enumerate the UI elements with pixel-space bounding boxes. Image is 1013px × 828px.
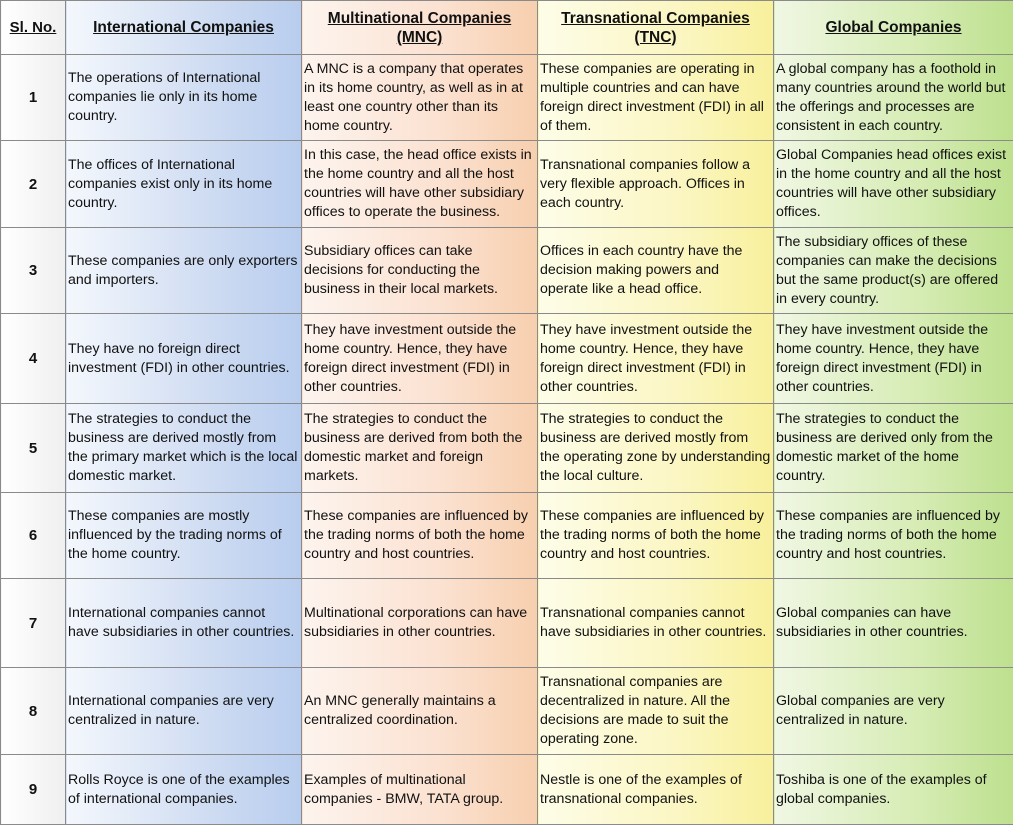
cell-tnc: Nestle is one of the examples of transnational companies. [538,755,774,825]
header-mnc: Multinational Companies (MNC) [302,1,538,55]
cell-mnc: The strategies to conduct the business are derived from both the domestic market and foreign markets. [302,404,538,493]
header-tnc: Transnational Companies (TNC) [538,1,774,55]
header-sl-no: Sl. No. [1,1,66,55]
cell-global: The subsidiary offices of these companies can make the decisions but the same product(s) are offered in every country. [774,228,1013,314]
header-global: Global Companies [774,1,1013,55]
cell-international: International companies cannot have subsidiaries in other countries. [66,579,302,668]
cell-global: Global companies can have subsidiaries in other countries. [774,579,1013,668]
cell-tnc: The strategies to conduct the business are derived mostly from the operating zone by understanding the local culture. [538,404,774,493]
cell-global: Toshiba is one of the examples of global companies. [774,755,1013,825]
row-number: 7 [1,579,66,668]
cell-international: These companies are mostly influenced by the trading norms of the home country. [66,493,302,579]
cell-mnc: They have investment outside the home country. Hence, they have foreign direct investment (FDI) in other countries. [302,314,538,404]
cell-global: They have investment outside the home country. Hence, they have foreign direct investment (FDI) in other countries. [774,314,1013,404]
cell-global: A global company has a foothold in many countries around the world but the offerings and processes are consistent in each country. [774,55,1013,141]
cell-international: They have no foreign direct investment (FDI) in other countries. [66,314,302,404]
table-row [1,493,1013,579]
cell-tnc: Transnational companies are decentralized in nature. All the decisions are made to suit the operating zone. [538,668,774,755]
cell-international: The strategies to conduct the business are derived mostly from the primary market which is the local domestic market. [66,404,302,493]
cell-tnc: Transnational companies cannot have subsidiaries in other countries. [538,579,774,668]
table-row [1,755,1013,825]
row-number: 6 [1,493,66,579]
row-number: 9 [1,755,66,825]
cell-tnc: These companies are influenced by the trading norms of both the home country and host countries. [538,493,774,579]
cell-mnc: In this case, the head office exists in the home country and all the host countries will have other subsidiary offices to operate the business. [302,141,538,228]
cell-global: Global companies are very centralized in nature. [774,668,1013,755]
table-row [1,55,1013,141]
row-number: 4 [1,314,66,404]
cell-mnc: Examples of multinational companies - BMW, TATA group. [302,755,538,825]
cell-tnc: Transnational companies follow a very flexible approach. Offices in each country. [538,141,774,228]
cell-global: These companies are influenced by the trading norms of both the home country and host countries. [774,493,1013,579]
cell-mnc: Subsidiary offices can take decisions for conducting the business in their local markets. [302,228,538,314]
table-row [1,314,1013,404]
cell-international: These companies are only exporters and importers. [66,228,302,314]
row-number: 1 [1,55,66,141]
table-row [1,668,1013,755]
cell-international: Rolls Royce is one of the examples of international companies. [66,755,302,825]
cell-global: Global Companies head offices exist in the home country and all the host countries will have other subsidiary offices. [774,141,1013,228]
cell-mnc: A MNC is a company that operates in its home country, as well as in at least one country other than its home country. [302,55,538,141]
table-row [1,141,1013,228]
cell-tnc: Offices in each country have the decision making powers and operate like a head office. [538,228,774,314]
cell-global: The strategies to conduct the business are derived only from the domestic market of the home country. [774,404,1013,493]
cell-mnc: Multinational corporations can have subsidiaries in other countries. [302,579,538,668]
cell-tnc: They have investment outside the home country. Hence, they have foreign direct investment (FDI) in other countries. [538,314,774,404]
cell-tnc: These companies are operating in multiple countries and can have foreign direct investment (FDI) in all of them. [538,55,774,141]
cell-mnc: An MNC generally maintains a centralized coordination. [302,668,538,755]
header-row [1,1,1013,55]
cell-international: International companies are very centralized in nature. [66,668,302,755]
cell-mnc: These companies are influenced by the trading norms of both the home country and host countries. [302,493,538,579]
row-number: 8 [1,668,66,755]
header-international: International Companies [66,1,302,55]
cell-international: The offices of International companies exist only in its home country. [66,141,302,228]
cell-international: The operations of International companies lie only in its home country. [66,55,302,141]
table-row [1,404,1013,493]
row-number: 5 [1,404,66,493]
row-number: 2 [1,141,66,228]
table-row [1,228,1013,314]
table-row [1,579,1013,668]
row-number: 3 [1,228,66,314]
